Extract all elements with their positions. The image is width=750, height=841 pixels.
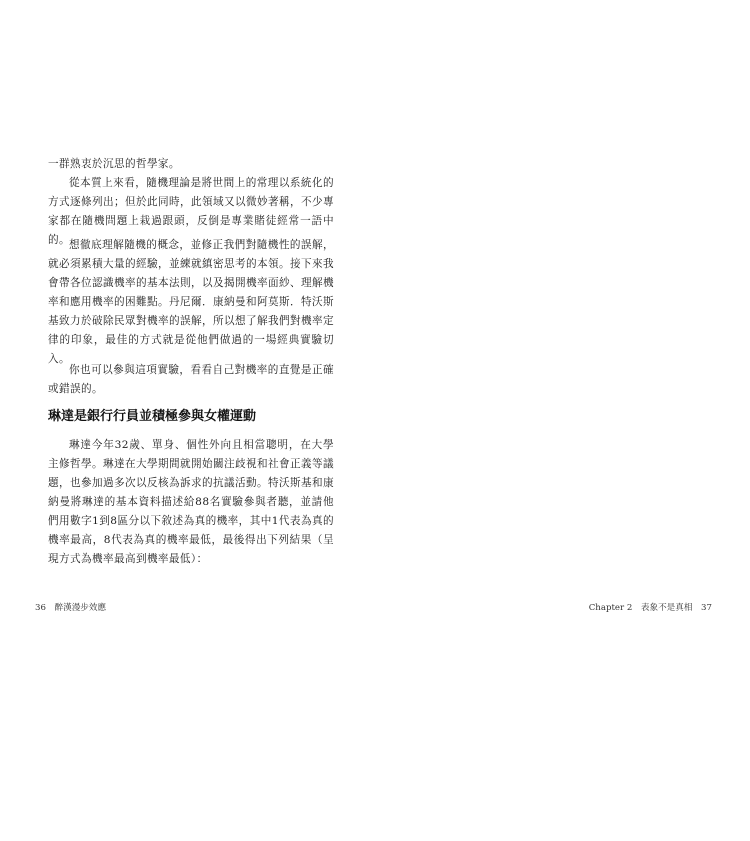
paragraph-5: 琳達今年32歲、單身、個性外向且相當聰明，在大學主修哲學。琳達在大學期間就開始關注歧視和社會正義等議題，也參加過多次以反核為訴求的抗議活動。特沃斯基和康納曼將琳達的基本資料描述給88名實驗參與者聽，並請他們用數字1到8區分以下敘述為真的機率，其中1代表為真的機率最高，8代表為真的機率最低，最後得出下列結果（呈現方式為機率最高到機率最低）： bbox=[48, 439, 334, 565]
left-page bbox=[0, 0, 375, 750]
right-page-footer: Chapter 2 表象不是真相 37 bbox=[588, 603, 712, 613]
paragraph-3: 想徹底理解隨機的概念，並修正我們對隨機性的誤解，就必須累積大量的經驗，並練就縝密思考的本領。接下來我會帶各位認識機率的基本法則，以及揭開機率面紗、理解機率和應用機率的困難點。丹尼爾．康納曼和阿莫斯．特沃斯基致力於破除民眾對機率的誤解，所以想了解我們對機率定律的印象，最佳的方式就是從他們做過的一場經典實驗切入。 bbox=[48, 239, 334, 365]
right-page bbox=[375, 0, 750, 750]
paragraph-4: 你也可以參與這項實驗，看看自己對機率的直覺是正確或錯誤的。 bbox=[48, 364, 334, 395]
left-page-footer: 36 醉漢漫步效應 bbox=[35, 603, 107, 613]
paragraph-1: 一群熟衷於沉思的哲學家。 bbox=[48, 158, 180, 170]
paragraph-2: 從本質上來看，隨機理論是將世間上的常理以系統化的方式逐條列出；但於此同時，此領域又以微妙著稱，不少專家都在隨機問題上栽過跟頭，反倒是專業賭徒經常一語中的。 bbox=[48, 177, 334, 246]
section-heading: 琳達是銀行行員並積極參與女權運動 bbox=[48, 409, 257, 424]
